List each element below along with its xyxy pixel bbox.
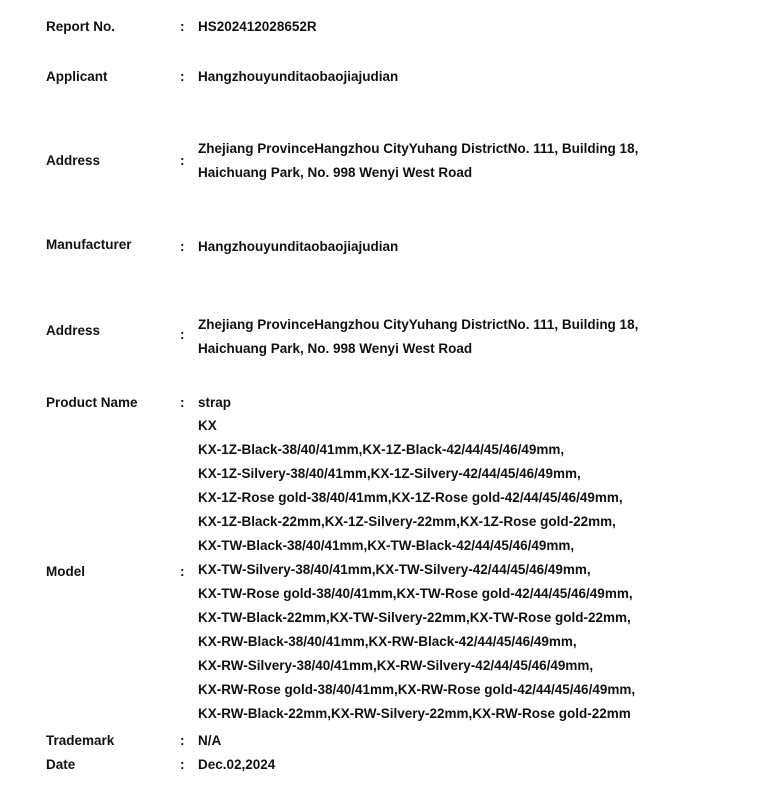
colon: : bbox=[180, 757, 185, 772]
trademark-value: N/A bbox=[198, 733, 222, 748]
model-line: KX-1Z-Silvery-38/40/41mm,KX-1Z-Silvery-42/44/45/46/49mm, bbox=[198, 466, 581, 481]
address-line: Zhejiang ProvinceHangzhou CityYuhang DistrictNo. 111, Building 18, bbox=[198, 317, 639, 332]
model-line: KX-1Z-Rose gold-38/40/41mm,KX-1Z-Rose gold-42/44/45/46/49mm, bbox=[198, 490, 623, 505]
model-line: KX-1Z-Black-22mm,KX-1Z-Silvery-22mm,KX-1Z-Rose gold-22mm, bbox=[198, 514, 616, 529]
product-name-label: Product Name bbox=[46, 395, 138, 410]
address-line: Haichuang Park, No. 998 Wenyi West Road bbox=[198, 165, 473, 180]
date-value: Dec.02,2024 bbox=[198, 757, 276, 772]
report-no-label: Report No. bbox=[46, 19, 115, 34]
model-line: KX-RW-Rose gold-38/40/41mm,KX-RW-Rose gold-42/44/45/46/49mm, bbox=[198, 682, 636, 697]
manufacturer-value: Hangzhouyunditaobaojiajudian bbox=[198, 239, 399, 254]
model-line: KX-TW-Black-38/40/41mm,KX-TW-Black-42/44/45/46/49mm, bbox=[198, 538, 575, 553]
trademark-label: Trademark bbox=[46, 733, 115, 748]
colon: : bbox=[180, 395, 185, 410]
model-line: KX-1Z-Black-38/40/41mm,KX-1Z-Black-42/44/45/46/49mm, bbox=[198, 442, 565, 457]
report-no-value: HS202412028652R bbox=[198, 19, 317, 34]
model-line: KX-RW-Black-38/40/41mm,KX-RW-Black-42/44/45/46/49mm, bbox=[198, 634, 577, 649]
model-line: KX bbox=[198, 418, 217, 433]
applicant-label: Applicant bbox=[46, 69, 108, 84]
colon: : bbox=[180, 19, 185, 34]
applicant-value: Hangzhouyunditaobaojiajudian bbox=[198, 69, 399, 84]
manufacturer-address-label: Address bbox=[46, 323, 101, 338]
model-line: KX-TW-Rose gold-38/40/41mm,KX-TW-Rose gold-42/44/45/46/49mm, bbox=[198, 586, 633, 601]
colon: : bbox=[180, 327, 185, 342]
address-line: Zhejiang ProvinceHangzhou CityYuhang DistrictNo. 111, Building 18, bbox=[198, 141, 639, 156]
date-label: Date bbox=[46, 757, 76, 772]
product-name-value: strap bbox=[198, 395, 232, 410]
colon: : bbox=[180, 239, 185, 254]
model-line: KX-RW-Silvery-38/40/41mm,KX-RW-Silvery-42/44/45/46/49mm, bbox=[198, 658, 594, 673]
colon: : bbox=[180, 564, 185, 579]
model-label: Model bbox=[46, 564, 85, 579]
applicant-address-label: Address bbox=[46, 153, 101, 168]
model-line: KX-TW-Black-22mm,KX-TW-Silvery-22mm,KX-TW-Rose gold-22mm, bbox=[198, 610, 631, 625]
colon: : bbox=[180, 69, 185, 84]
colon: : bbox=[180, 733, 185, 748]
address-line: Haichuang Park, No. 998 Wenyi West Road bbox=[198, 341, 473, 356]
applicant-address-value bbox=[198, 137, 638, 185]
model-line: KX-TW-Silvery-38/40/41mm,KX-TW-Silvery-42/44/45/46/49mm, bbox=[198, 562, 591, 577]
manufacturer-label: Manufacturer bbox=[46, 237, 132, 252]
model-list bbox=[198, 414, 635, 726]
colon: : bbox=[180, 153, 185, 168]
model-line: KX-RW-Black-22mm,KX-RW-Silvery-22mm,KX-RW-Rose gold-22mm bbox=[198, 706, 631, 721]
manufacturer-address-value bbox=[198, 313, 638, 361]
